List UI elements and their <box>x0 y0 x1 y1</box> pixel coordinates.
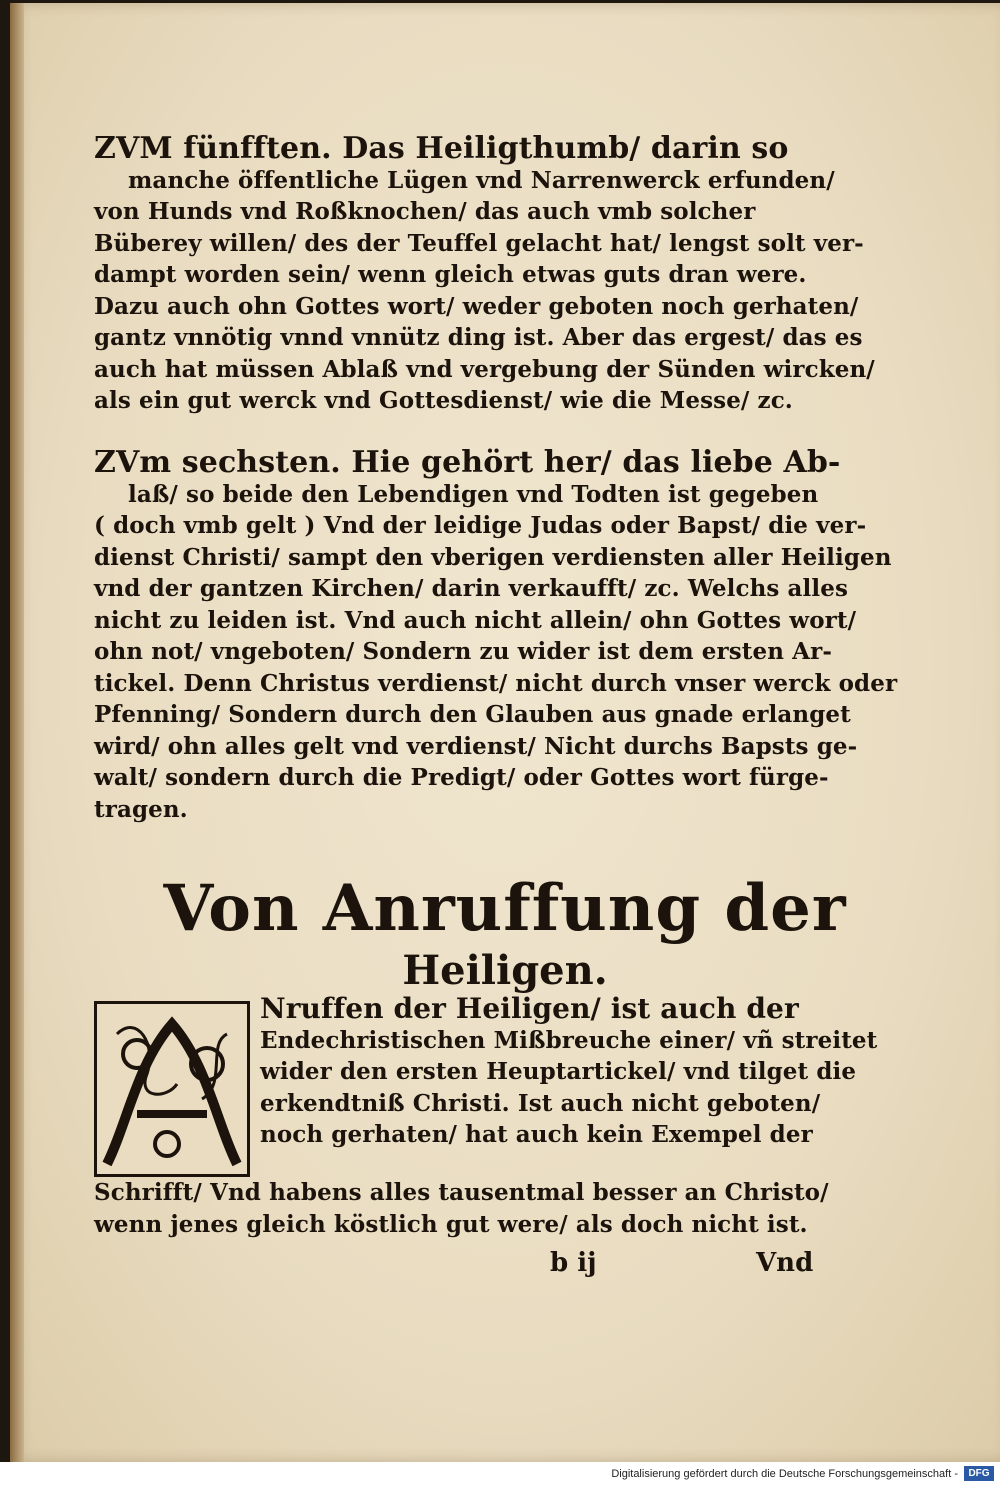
text-line: tragen. <box>94 795 188 823</box>
text-line: noch gerhaten/ hat auch kein Exempel der <box>260 1121 813 1148</box>
dfg-logo-icon: DFG <box>964 1466 994 1481</box>
text-line: tickel. Denn Christus verdienst/ nicht durch vnser werck oder <box>94 669 898 697</box>
text-line: dampt worden sein/ wenn gleich etwas guts dran were. <box>94 261 807 288</box>
text-line: dienst Christi/ sampt den vberigen verdiensten aller Heiligen <box>94 543 892 571</box>
ornament-icon <box>97 1004 247 1174</box>
text-line: Büberey willen/ des der Teuffel gelacht hat/ lengst solt ver- <box>94 229 864 257</box>
text-line: ZVm sechsten. Hie gehört her/ das liebe Ab- <box>94 445 841 480</box>
text-line: ZVM fünfften. Das Heiligthumb/ darin so <box>94 131 789 166</box>
signature-mark: b ij <box>550 1248 597 1278</box>
section-heading: Von Anruffung der <box>163 871 847 946</box>
paragraph-fuenfften <box>94 131 875 417</box>
paragraph-anruffung <box>94 992 878 1240</box>
page-gutter <box>10 3 24 1462</box>
text-line: Nruffen der Heiligen/ ist auch der <box>260 992 799 1025</box>
decorated-initial <box>94 1001 250 1177</box>
text-line: Schrifft/ Vnd habens alles tausentmal besser an Christo/ <box>94 1179 829 1206</box>
text-line: wird/ ohn alles gelt vnd verdienst/ Nicht durchs Bapsts ge- <box>94 732 858 760</box>
text-line: Pfenning/ Sondern durch den Glauben aus gnade erlanget <box>94 701 851 728</box>
text-line: auch hat müssen Ablaß vnd vergebung der Sünden wircken/ <box>94 355 875 383</box>
text-line: Dazu auch ohn Gottes wort/ weder geboten noch gerhaten/ <box>94 292 859 320</box>
book-page <box>10 3 1000 1462</box>
text-line: nicht zu leiden ist. Vnd auch nicht allein/ ohn Gottes wort/ <box>94 606 857 634</box>
funding-notice: Digitalisierung gefördert durch die Deutsche Forschungsgemeinschaft - <box>611 1468 958 1480</box>
text-line: wider den ersten Heuptartickel/ vnd tilget die <box>260 1058 857 1085</box>
section-heading-second-line: Heiligen. <box>402 947 608 994</box>
text-line: vnd der gantzen Kirchen/ darin verkaufft/ zc. Welchs alles <box>94 575 849 602</box>
text-line: von Hunds vnd Roßknochen/ das auch vmb solcher <box>94 198 756 225</box>
text-line: ohn not/ vngeboten/ Sondern zu wider ist dem ersten Ar- <box>94 638 832 665</box>
paragraph-sechsten <box>94 445 898 825</box>
text-line: walt/ sondern durch die Predigt/ oder Gottes wort fürge- <box>94 764 829 791</box>
text-line: gantz vnnötig vnnd vnnütz ding ist. Aber das ergest/ das es <box>94 324 863 351</box>
text-line: erkendtniß Christi. Ist auch nicht geboten/ <box>260 1089 821 1117</box>
text-line: laß/ so beide den Lebendigen vnd Todten ist gegeben <box>128 480 819 508</box>
catchword: Vnd <box>756 1248 814 1278</box>
digitization-footer <box>0 1462 1000 1488</box>
text-line: ( doch vmb gelt ) Vnd der leidige Judas oder Bapst/ die ver- <box>94 512 867 539</box>
text-line: Endechristischen Mißbreuche einer/ vñ streitet <box>260 1026 878 1054</box>
text-line: wenn jenes gleich köstlich gut were/ als doch nicht ist. <box>94 1210 808 1238</box>
text-line: als ein gut werck vnd Gottesdienst/ wie die Messe/ zc. <box>94 387 793 414</box>
text-line: manche öffentliche Lügen vnd Narrenwerck erfunden/ <box>128 166 835 194</box>
